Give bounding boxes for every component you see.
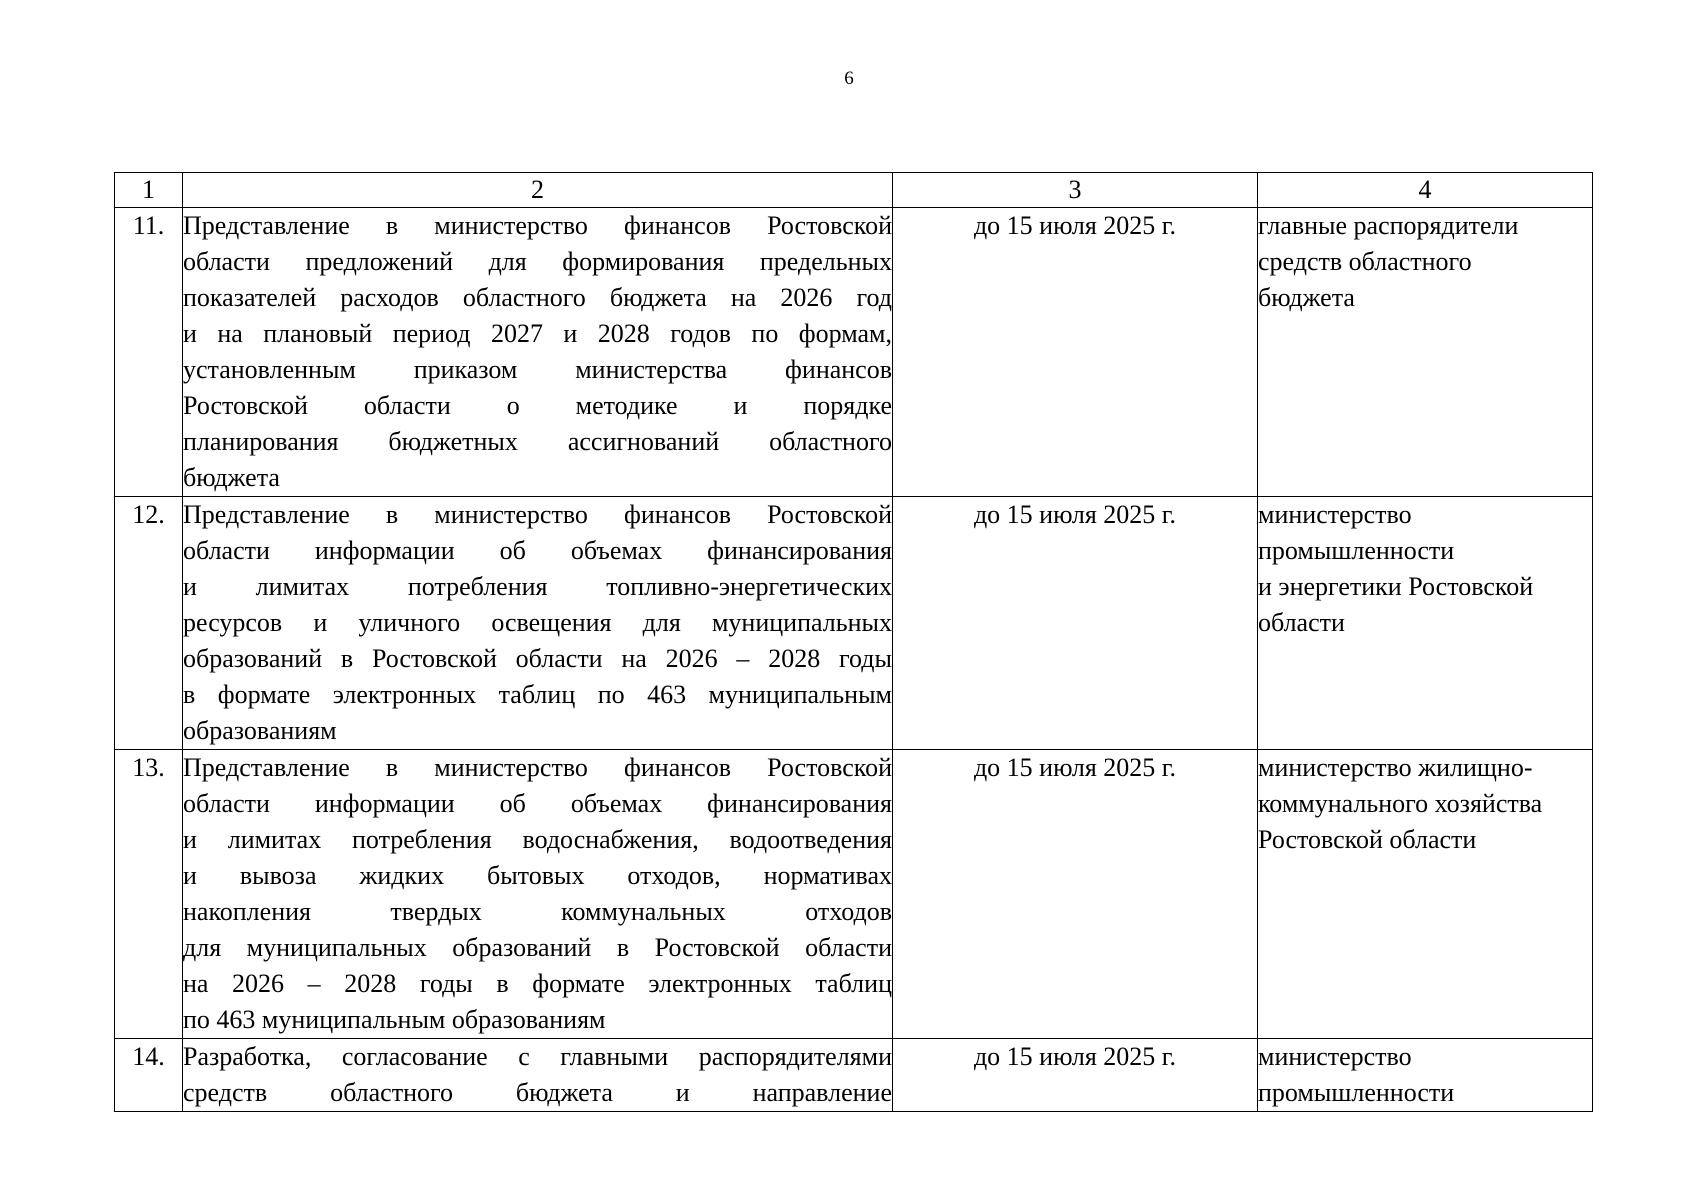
description-line: образованиям	[183, 716, 337, 745]
column-header: 4	[1258, 173, 1593, 208]
responsible-line: коммунального хозяйства	[1258, 789, 1543, 818]
row-description	[183, 208, 893, 497]
row-deadline: до 15 июля 2025 г.	[893, 208, 1258, 497]
row-number: 13.	[115, 750, 183, 1039]
description-line: Представление в министерство финансов Ростовской	[183, 211, 892, 240]
table-row	[115, 1039, 1593, 1112]
row-responsible	[1258, 1039, 1593, 1112]
column-header: 1	[115, 173, 183, 208]
row-responsible	[1258, 750, 1593, 1039]
row-number: 12.	[115, 497, 183, 750]
description-line: на 2026 – 2028 годы в формате электронных таблиц	[183, 969, 892, 998]
column-header: 2	[183, 173, 893, 208]
responsible-line: министерство	[1258, 500, 1412, 529]
table-header-row	[115, 173, 1593, 208]
column-header: 3	[893, 173, 1258, 208]
table-row	[115, 750, 1593, 1039]
description-line: Разработка, согласование с главными распорядителями	[183, 1042, 892, 1071]
description-line: показателей расходов областного бюджета на 2026 год	[183, 283, 892, 312]
row-responsible	[1258, 208, 1593, 497]
description-line: и лимитах потребления водоснабжения, водоотведения	[183, 825, 892, 854]
row-description	[183, 750, 893, 1039]
description-line: средств областного бюджета и направление	[183, 1078, 892, 1107]
description-line: установленным приказом министерства финансов	[183, 355, 892, 384]
description-line: Представление в министерство финансов Ростовской	[183, 753, 892, 782]
description-line: ресурсов и уличного освещения для муниципальных	[183, 608, 892, 637]
row-number: 14.	[115, 1039, 183, 1112]
description-line: области информации об объемах финансирования	[183, 536, 892, 565]
responsible-line: министерство жилищно-	[1258, 753, 1533, 782]
row-description	[183, 1039, 893, 1112]
page-number: 6	[844, 68, 854, 89]
responsible-line: и энергетики Ростовской	[1258, 572, 1534, 601]
schedule-table	[114, 172, 1593, 1112]
description-line: Представление в министерство финансов Ростовской	[183, 500, 892, 529]
row-deadline: до 15 июля 2025 г.	[893, 497, 1258, 750]
responsible-line: Ростовской области	[1258, 825, 1477, 854]
responsible-line: средств областного	[1258, 247, 1472, 276]
description-line: и на плановый период 2027 и 2028 годов по формам,	[183, 319, 892, 348]
description-line: и лимитах потребления топливно-энергетических	[183, 572, 892, 601]
description-line: бюджета	[183, 463, 280, 492]
description-line: по 463 муниципальным образованиям	[183, 1005, 606, 1034]
row-deadline: до 15 июля 2025 г.	[893, 750, 1258, 1039]
row-responsible	[1258, 497, 1593, 750]
description-line: в формате электронных таблиц по 463 муниципальным	[183, 680, 892, 709]
description-line: области предложений для формирования предельных	[183, 247, 892, 276]
description-line: для муниципальных образований в Ростовской области	[183, 933, 892, 962]
responsible-line: главные распорядители	[1258, 211, 1519, 240]
responsible-line: бюджета	[1258, 283, 1355, 312]
row-deadline: до 15 июля 2025 г.	[893, 1039, 1258, 1112]
responsible-line: министерство	[1258, 1042, 1412, 1071]
description-line: и вывоза жидких бытовых отходов, нормативах	[183, 861, 892, 890]
row-number: 11.	[115, 208, 183, 497]
table-row	[115, 208, 1593, 497]
description-line: Ростовской области о методике и порядке	[183, 391, 892, 420]
description-line: области информации об объемах финансирования	[183, 789, 892, 818]
description-line: образований в Ростовской области на 2026 – 2028 годы	[183, 644, 892, 673]
responsible-line: промышленности	[1258, 536, 1455, 565]
responsible-line: промышленности	[1258, 1078, 1455, 1107]
description-line: накопления твердых коммунальных отходов	[183, 897, 892, 926]
table-row	[115, 497, 1593, 750]
description-line: планирования бюджетных ассигнований областного	[183, 427, 892, 456]
responsible-line: области	[1258, 608, 1345, 637]
row-description	[183, 497, 893, 750]
